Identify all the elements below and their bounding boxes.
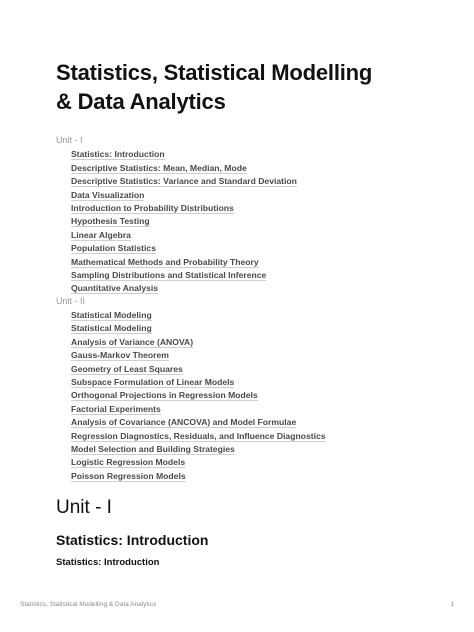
toc-item-link[interactable]: Introduction to Probability Distributions [71, 202, 234, 213]
toc-item-link[interactable]: Quantitative Analysis [71, 283, 159, 294]
toc-item-link[interactable]: Analysis of Variance (ANOVA) [71, 336, 194, 347]
toc-item [71, 388, 436, 401]
toc-item [71, 201, 436, 214]
toc-item [71, 362, 436, 375]
footer-document-name: Statistics, Statistical Modelling & Data Analytics [20, 601, 157, 608]
toc-item-link[interactable]: Linear Algebra [71, 229, 131, 240]
toc-item-link[interactable]: Population Statistics [71, 243, 156, 254]
toc-item [71, 228, 436, 241]
toc-item-link[interactable]: Statistical Modeling [71, 310, 152, 321]
toc-unit-2-link[interactable]: Unit - II [56, 295, 86, 306]
table-of-contents [56, 134, 436, 482]
toc-item [71, 147, 436, 160]
toc-item-link[interactable]: Regression Diagnostics, Residuals, and Influence Diagnostics [71, 430, 326, 441]
document-title-line-2: & Data Analytics [56, 89, 226, 114]
subsection-heading: Statistics: Introduction [56, 557, 160, 568]
toc-item-link[interactable]: Analysis of Covariance (ANCOVA) and Model Formulae [71, 417, 297, 428]
toc-item [71, 442, 436, 455]
toc-item [71, 174, 436, 187]
toc-item [71, 255, 436, 268]
toc-item-link[interactable]: Statistics: Introduction [71, 149, 165, 160]
footer-page-number: 1 [450, 601, 454, 608]
toc-item-link[interactable]: Statistical Modeling [71, 323, 152, 334]
toc-item-link[interactable]: Gauss-Markov Theorem [71, 350, 169, 361]
toc-item-link[interactable]: Data Visualization [71, 189, 145, 200]
toc-item [71, 214, 436, 227]
toc-item [71, 415, 436, 428]
toc-item-link[interactable]: Hypothesis Testing [71, 216, 150, 227]
toc-item [71, 281, 436, 294]
toc-item-link[interactable]: Orthogonal Projections in Regression Models [71, 390, 258, 401]
toc-item [71, 188, 436, 201]
toc-item [71, 455, 436, 468]
toc-item [71, 402, 436, 415]
toc-unit-1-link[interactable]: Unit - I [56, 135, 83, 145]
toc-item-link[interactable]: Sampling Distributions and Statistical Inference [71, 269, 267, 280]
toc-item [71, 429, 436, 442]
unit-heading: Unit - I [56, 497, 112, 518]
toc-item [71, 241, 436, 254]
toc-item [71, 335, 436, 348]
toc-item-link[interactable]: Subspace Formulation of Linear Models [71, 377, 235, 388]
document-title-line-1: Statistics, Statistical Modelling [56, 60, 373, 85]
toc-item-link[interactable]: Geometry of Least Squares [71, 363, 183, 374]
toc-item [71, 375, 436, 388]
toc-item-link[interactable]: Poisson Regression Models [71, 470, 186, 481]
toc-item-link[interactable]: Logistic Regression Models [71, 457, 186, 468]
toc-item-link[interactable]: Descriptive Statistics: Mean, Median, Mode [71, 162, 247, 173]
document-title [56, 58, 436, 116]
toc-item [71, 321, 436, 334]
toc-item [71, 348, 436, 361]
toc-item-link[interactable]: Model Selection and Building Strategies [71, 443, 235, 454]
toc-item [71, 161, 436, 174]
toc-item-link[interactable]: Descriptive Statistics: Variance and Standard Deviation [71, 176, 297, 187]
toc-item-link[interactable]: Mathematical Methods and Probability Theory [71, 256, 259, 267]
section-heading: Statistics: Introduction [56, 532, 209, 548]
toc-item-link[interactable]: Factorial Experiments [71, 403, 161, 414]
toc-item [71, 308, 436, 321]
toc-item [71, 268, 436, 281]
toc-item [71, 469, 436, 482]
